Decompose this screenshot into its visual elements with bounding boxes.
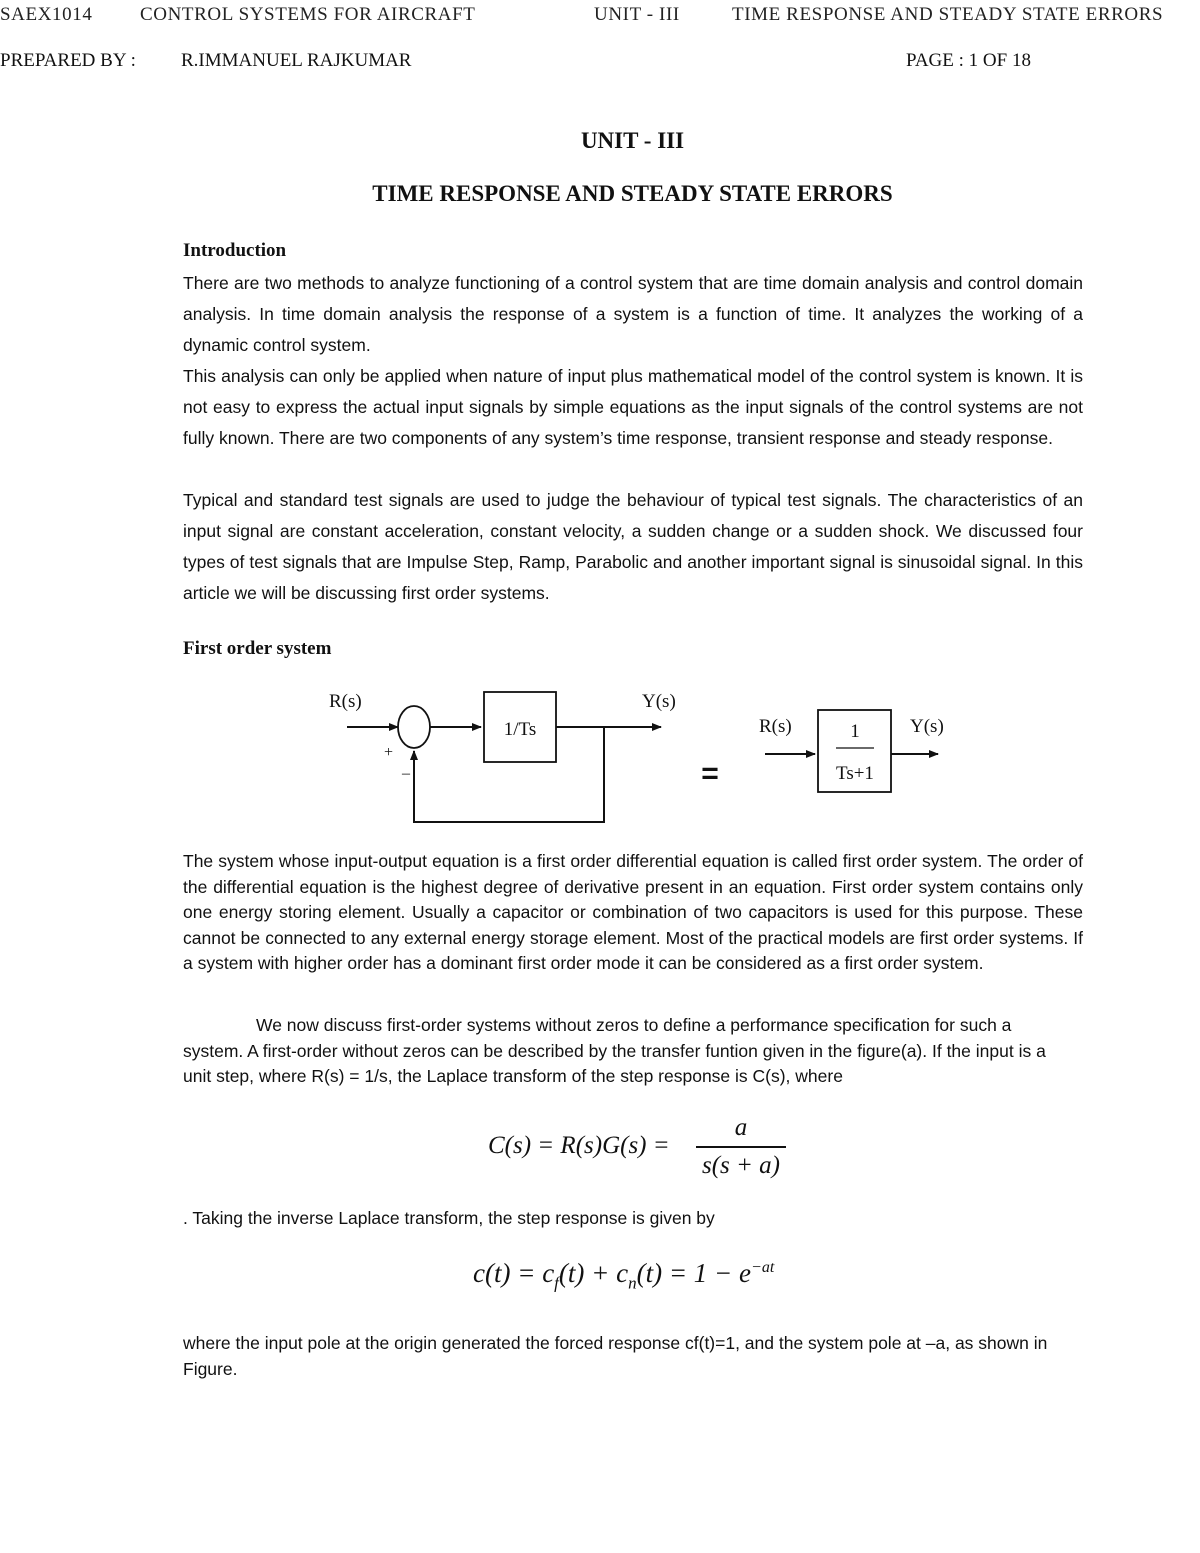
first-order-paragraph-3: . Taking the inverse Laplace transform, the step response is given by	[183, 1208, 715, 1228]
header-course-code: SAEX1014	[0, 4, 93, 25]
section-heading-first-order: First order system	[183, 638, 332, 659]
diagram-input-label: R(s)	[329, 691, 362, 712]
eq2-part-c: c(t) = c	[473, 1258, 555, 1288]
header-course-title: CONTROL SYSTEMS FOR AIRCRAFT	[140, 4, 476, 25]
eq2-part-rest: (t) = 1 − e	[636, 1258, 752, 1288]
page-title-heading: TIME RESPONSE AND STEADY STATE ERRORS	[372, 181, 893, 206]
diagram-output-label: Y(s)	[642, 691, 676, 712]
tf-numerator: 1	[850, 721, 860, 742]
summing-minus-sign: –	[402, 765, 410, 782]
equation-step-response-laplace-lhs: C(s) = R(s)G(s) =	[488, 1132, 670, 1159]
first-order-paragraph-1: The system whose input-output equation is a first order differential equation is called first order system. The order of the differential equation is the highest degree of derivative present in an equation. First order system contains only one energy storing element. Usually a capacitor or combination of two capacitors is used for this purpose. These cannot be connected to any external energy storage element. Most of the practical models are first order systems. If a system with higher order has a dominant first order mode it can be considered as a first order system.	[183, 851, 1083, 973]
equation-fraction	[696, 1114, 786, 1180]
diagram-equals-sign: =	[701, 757, 719, 790]
eq2-sub-f: f	[554, 1273, 559, 1293]
eq2-sub-n: n	[628, 1273, 637, 1293]
page-title-unit: UNIT - III	[580, 128, 685, 153]
eq2-exponent: −at	[751, 1259, 775, 1276]
first-order-paragraph-4: where the input pole at the origin generated the forced response cf(t)=1, and the system pole at –a, as shown in Figure.	[183, 1333, 1048, 1379]
equation-time-response	[473, 1258, 774, 1293]
intro-paragraph-1: There are two methods to analyze functioning of a control system that are time domain analysis and control domain analysis. In time domain analysis the response of a system is a function of time. It analyzes the working of a dynamic control system.	[183, 273, 1083, 355]
equation-fraction-bar	[696, 1146, 786, 1148]
header-unit: UNIT - III	[594, 4, 680, 25]
first-order-paragraph-2: We now discuss first-order systems without zeros to define a performance specification for such a system. A first-order without zeros can be described by the transfer funtion given in the figure(a). If the input is a unit step, where R(s) = 1/s, the Laplace transform of the step response is C(s), where	[183, 1015, 1046, 1086]
summing-plus-sign: +	[384, 744, 394, 761]
tf-denominator: Ts+1	[836, 763, 874, 784]
equation-numerator: a	[734, 1114, 748, 1141]
diagram-input-label-2: R(s)	[759, 716, 792, 737]
summing-junction	[398, 706, 430, 748]
equation-denominator: s(s + a)	[702, 1152, 780, 1179]
header-author: R.IMMANUEL RAJKUMAR	[181, 50, 412, 71]
diagram-output-label-2: Y(s)	[910, 716, 944, 737]
intro-paragraph-2: This analysis can only be applied when nature of input plus mathematical model of the control system is known. It is not easy to express the actual input signals by simple equations as the input signals of the control systems are not fully known. There are two components of any system’s time response, transient response and steady response.	[183, 366, 1083, 448]
header-unit-topic: TIME RESPONSE AND STEADY STATE ERRORS	[732, 4, 1164, 25]
header-prepared-by-label: PREPARED BY :	[0, 50, 136, 71]
intro-paragraph-3: Typical and standard test signals are used to judge the behaviour of typical test signals. The characteristics of an input signal are constant acceleration, constant velocity, a sudden change or a sudden shock. We discussed four types of test signals that are Impulse Step, Ramp, Parabolic and another important signal is sinusoidal signal. In this article we will be discussing first order systems.	[183, 490, 1083, 603]
forward-block-label: 1/Ts	[503, 719, 537, 740]
feedback-path	[414, 727, 604, 822]
header-page-number: PAGE : 1 OF 18	[906, 50, 1031, 71]
eq2-part-mid: (t) + c	[558, 1258, 629, 1288]
section-heading-introduction: Introduction	[183, 240, 287, 261]
